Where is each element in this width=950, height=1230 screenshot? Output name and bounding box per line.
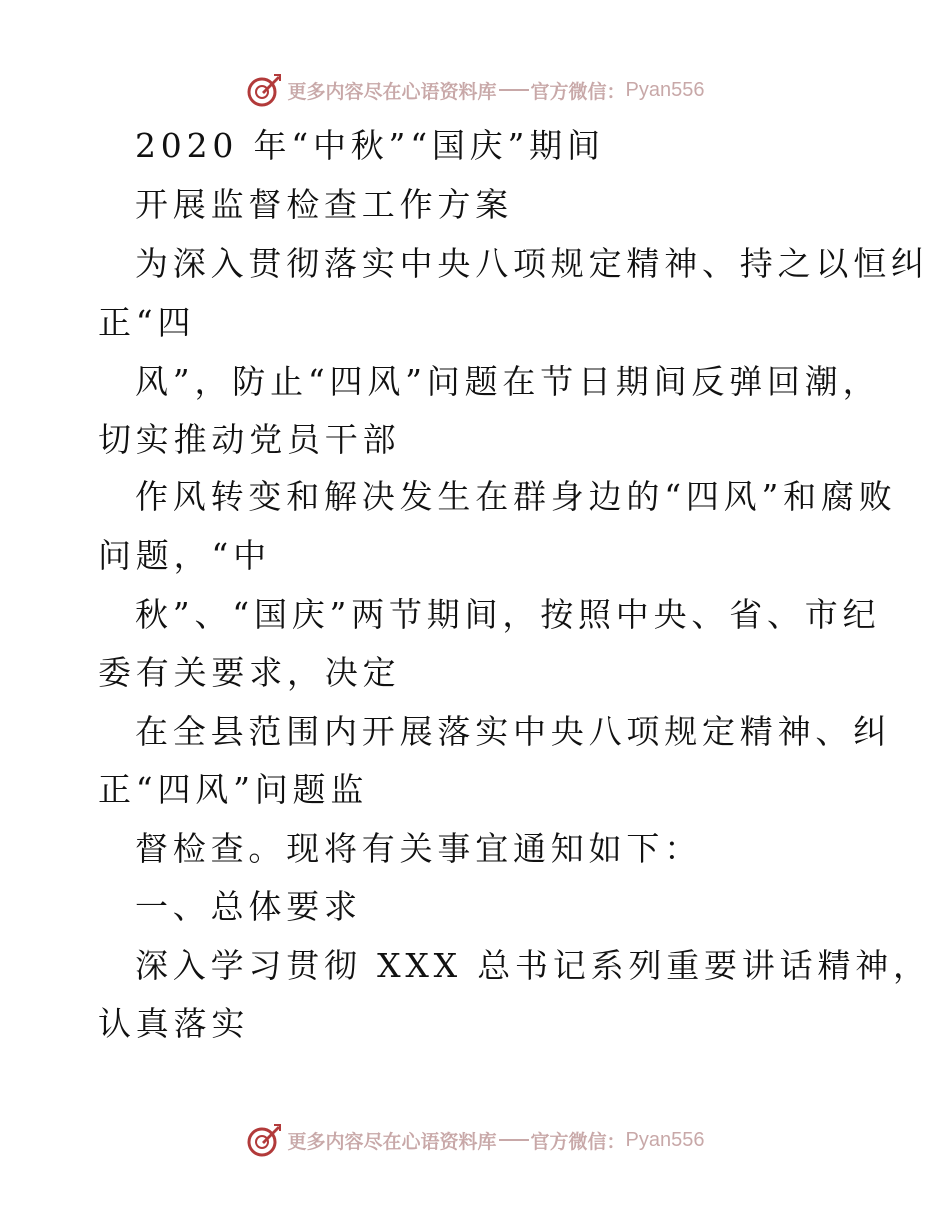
- paragraph-line: 深入学习贯彻 XXX 总书记系列重要讲话精神，: [135, 946, 931, 985]
- watermark-dash: [499, 1139, 529, 1141]
- watermark-wechat-label: 官方微信：: [530, 80, 626, 103]
- watermark-header: [0, 70, 950, 110]
- paragraph-line: 作风转变和解决发生在群身边的“四风”和腐败: [135, 477, 897, 516]
- watermark-wechat-id: Pyan556: [625, 1128, 705, 1151]
- paragraph-line: 委有关要求，决定: [98, 653, 401, 692]
- watermark-wechat-id: Pyan556: [625, 78, 705, 101]
- paragraph-line: 督检查。现将有关事宜通知如下：: [135, 829, 702, 868]
- watermark-dash: [499, 89, 529, 91]
- paragraph-line: 在全县范围内开展落实中央八项规定精神、纠: [135, 712, 891, 751]
- watermark-wechat-label: 官方微信：: [530, 1130, 626, 1153]
- paragraph-line: 认真落实: [98, 1004, 250, 1043]
- paragraph-line: 秋”、“国庆”两节期间，按照中央、省、市纪: [135, 595, 881, 634]
- pen-logo-icon: [246, 72, 282, 108]
- paragraph-line: 为深入贯彻落实中央八项规定精神、持之以恒纠: [135, 244, 929, 283]
- watermark-text: 更多内容尽在心语资料库: [287, 1130, 497, 1153]
- doc-title-line-2: 开展监督检查工作方案: [135, 185, 513, 224]
- paragraph-line: 正“四风”问题监: [98, 770, 369, 809]
- doc-title-line-1: 2020 年“中秋”“国庆”期间: [135, 126, 605, 165]
- paragraph-line: 切实推动党员干部: [98, 420, 401, 459]
- pen-logo-icon: [246, 1122, 282, 1158]
- paragraph-line: 风”，防止“四风”问题在节日期间反弹回潮，: [135, 362, 881, 401]
- paragraph-line: 问题，“中: [98, 536, 271, 575]
- watermark-footer: [0, 1120, 950, 1160]
- watermark-text: 更多内容尽在心语资料库: [287, 80, 497, 103]
- paragraph-line: 正“四: [98, 303, 196, 342]
- section-heading: 一、总体要求: [135, 887, 362, 926]
